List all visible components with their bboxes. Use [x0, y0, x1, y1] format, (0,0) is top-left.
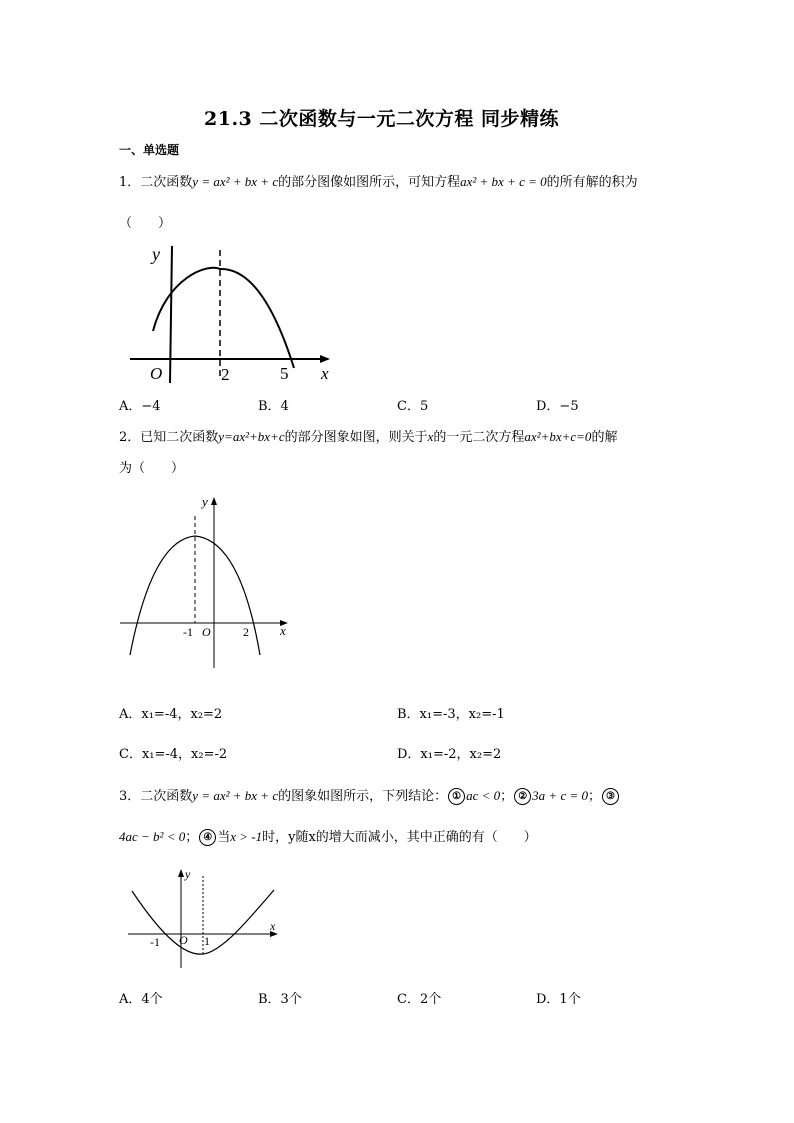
- question-text: 二次函数: [140, 175, 193, 190]
- statement-number: ③: [602, 788, 619, 805]
- formula: 4ac − b² < 0: [119, 829, 186, 844]
- section-heading: 一、单选题: [119, 143, 180, 157]
- formula: ac < 0: [466, 788, 501, 803]
- question-1-text: [119, 171, 638, 190]
- question-number: 2．: [119, 430, 141, 445]
- option-a[interactable]: A．x₁=-4，x₂=2: [119, 707, 223, 722]
- question-2-text-line2: 为（ ）: [119, 461, 185, 476]
- origin-label: O: [202, 625, 211, 639]
- question-3-text-line2: [119, 826, 537, 846]
- question-text: 时，y随x的增大而减小，其中正确的有（ ）: [262, 830, 537, 845]
- y-axis-arrow-icon: [211, 497, 217, 505]
- question-text: 二次函数: [140, 789, 193, 804]
- y-axis: [170, 246, 172, 383]
- y-axis-arrow-icon: [178, 869, 184, 877]
- formula: y=ax²+bx+c: [218, 429, 285, 444]
- x-axis-label: x: [321, 364, 329, 383]
- formula: x > -1: [230, 829, 263, 844]
- option-b[interactable]: B．3个: [258, 992, 302, 1007]
- formula: x: [427, 429, 434, 444]
- option-d[interactable]: D．x₁=-2，x₂=2: [397, 747, 502, 762]
- graph-q1: [122, 238, 340, 388]
- x-axis-arrow-icon: [320, 355, 330, 363]
- formula: ax² + bx + c = 0: [460, 174, 547, 189]
- separator: ；: [588, 789, 602, 804]
- question-text: 当: [217, 830, 231, 845]
- option-a[interactable]: A．−4: [119, 399, 161, 414]
- tick-label: 2: [243, 625, 249, 639]
- tick-label: 1: [204, 934, 210, 948]
- formula: y = ax² + bx + c: [192, 788, 279, 803]
- option-c[interactable]: C．5: [397, 399, 429, 414]
- question-3-text: [119, 785, 620, 805]
- option-b[interactable]: B．x₁=-3，x₂=-1: [397, 707, 505, 722]
- question-text: 的解: [591, 430, 618, 445]
- question-text: 的部分图像如图所示，可知方程: [278, 175, 461, 190]
- answer-blank: （ ）: [119, 216, 172, 231]
- tick-label: 5: [280, 364, 289, 383]
- origin-label: O: [179, 933, 188, 947]
- question-number: 3．: [119, 789, 141, 804]
- separator: ；: [500, 789, 514, 804]
- question-text: 的图象如图所示，下列结论：: [278, 789, 448, 804]
- x-axis-label: x: [270, 919, 276, 933]
- tick-label: -1: [183, 625, 193, 639]
- option-c[interactable]: C．x₁=-4，x₂=-2: [119, 747, 228, 762]
- option-d[interactable]: D．1个: [536, 992, 581, 1007]
- parabola: [153, 268, 294, 368]
- formula: y = ax² + bx + c: [192, 174, 279, 189]
- option-c[interactable]: C．2个: [397, 992, 442, 1007]
- y-axis-label: y: [185, 867, 191, 881]
- question-text: 的所有解的积为: [546, 175, 638, 190]
- question-number: 1．: [119, 175, 141, 190]
- page-title: 21.3 二次函数与一元二次方程 同步精练: [204, 108, 560, 130]
- option-a[interactable]: A．4个: [119, 992, 163, 1007]
- y-axis-label: y: [202, 494, 208, 509]
- question-text: 的一元二次方程: [433, 430, 525, 445]
- option-b[interactable]: B．4: [258, 399, 289, 414]
- question-text: 的部分图象如图，则关于: [284, 430, 428, 445]
- statement-number: ①: [448, 788, 465, 805]
- graph-q2: [118, 492, 298, 672]
- tick-label: -1: [150, 935, 160, 949]
- option-d[interactable]: D．−5: [536, 399, 579, 414]
- graph-q3: [124, 864, 284, 974]
- statement-number: ②: [514, 788, 531, 805]
- origin-label: O: [150, 364, 163, 383]
- y-axis-label: y: [152, 244, 160, 264]
- statement-number: ④: [199, 829, 216, 846]
- question-2-text: [119, 426, 617, 445]
- separator: ；: [185, 830, 199, 845]
- question-text: 已知二次函数: [140, 430, 219, 445]
- x-axis-label: x: [280, 623, 286, 638]
- formula: ax²+bx+c=0: [524, 429, 592, 444]
- formula: 3a + c = 0: [532, 788, 588, 803]
- tick-label: 2: [221, 365, 230, 384]
